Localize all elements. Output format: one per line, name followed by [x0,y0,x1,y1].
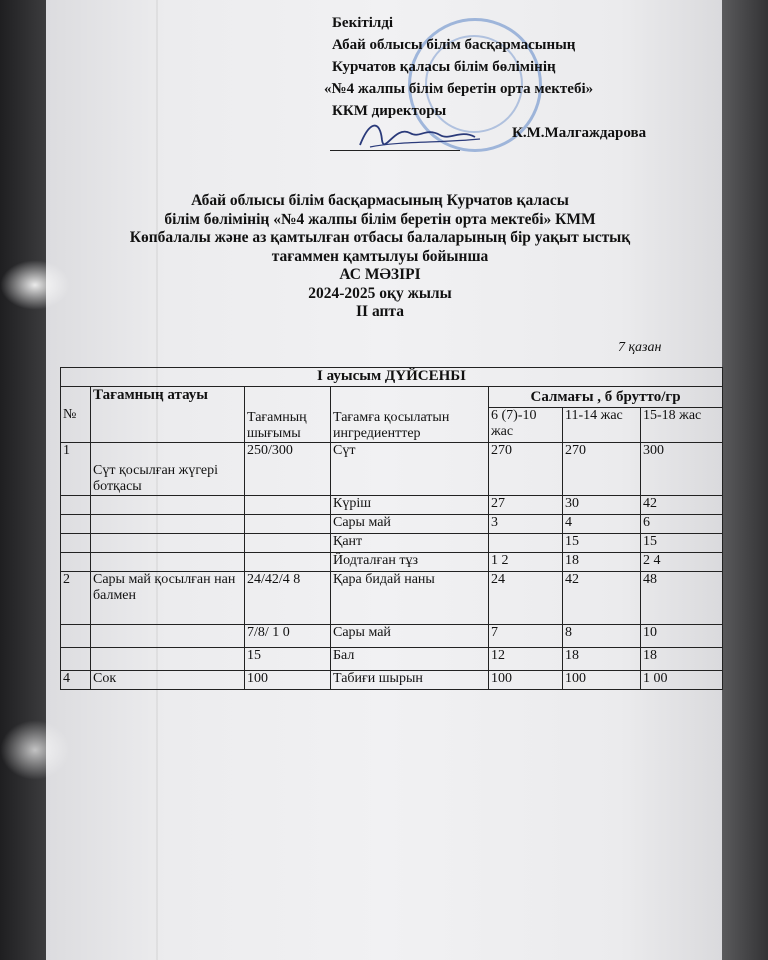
cell-value: 24 [489,572,563,625]
cell-dish: Сары май қосылған нан балмен [91,572,245,625]
cell-value: 42 [641,496,723,515]
cell-yield [245,496,331,515]
table-row [61,671,723,690]
cell-value: 4 [563,515,641,534]
cell-yield: 100 [245,671,331,690]
cell-yield [245,553,331,572]
cell-value: 100 [489,671,563,690]
cell-value: 27 [489,496,563,515]
approval-line: Бекітілді [332,15,394,31]
title-line: АС МӘЗІРІ [339,266,421,283]
cell-num [61,553,91,572]
background-right [722,0,768,960]
title-line: Көпбалалы және аз қамтылған отбасы балаларының бір уақыт ыстық [129,229,631,246]
title-line: 2024-2025 оқу жылы [308,284,452,302]
title-line: II апта [356,303,404,320]
cell-value: 48 [641,572,723,625]
cell-ingredient: Күріш [331,496,489,515]
menu-table [60,367,723,690]
cell-num [61,648,91,671]
cell-yield [245,515,331,534]
table-row [61,496,723,515]
header-yield: Тағамның шығымы [245,387,331,443]
header-ingredients: Тағамға қосылатын ингредиенттер [331,387,489,443]
title-line: тағаммен қамтылуы бойынша [271,247,489,265]
cell-dish [91,515,245,534]
cell-yield: 7/8/ 1 0 [245,625,331,648]
cell-num: 1 [61,443,91,496]
cell-ingredient: Йодталған тұз [331,553,489,572]
approval-line: «№4 жалпы білім беретін орта мектебі» [324,81,594,97]
cell-num [61,534,91,553]
cell-value: 10 [641,625,723,648]
cell-dish [91,496,245,515]
cell-dish [91,625,245,648]
header-weight: Салмағы , б брутто/гр [489,387,723,408]
shift-header: I ауысым ДҮЙСЕНБІ [61,368,723,387]
cell-value: 270 [563,443,641,496]
cell-ingredient: Сүт [331,443,489,496]
cell-value: 1 00 [641,671,723,690]
header-dish: Тағамның атауы [91,387,245,443]
cell-ingredient: Табиғи шырын [331,671,489,690]
cell-value [489,534,563,553]
cell-value: 300 [641,443,723,496]
cell-yield: 15 [245,648,331,671]
table-row [61,625,723,648]
cell-num [61,496,91,515]
approval-line: Курчатов қаласы білім бөлімінің [332,59,556,75]
cell-dish [91,534,245,553]
cell-value: 3 [489,515,563,534]
cell-value: 12 [489,648,563,671]
cell-value: 15 [641,534,723,553]
table-row [61,515,723,534]
cell-value: 8 [563,625,641,648]
cell-ingredient: Сары май [331,625,489,648]
cell-value: 18 [641,648,723,671]
cell-ingredient: Сары май [331,515,489,534]
handwritten-signature [350,115,490,160]
table-row [61,572,723,625]
cell-value: 18 [563,553,641,572]
cell-dish: Сок [91,671,245,690]
header-age2: 11-14 жас [563,408,641,443]
cell-value: 100 [563,671,641,690]
cell-num [61,625,91,648]
cell-value: 6 [641,515,723,534]
approval-line: Абай облысы білім басқармасының [332,37,576,53]
cell-value: 1 2 [489,553,563,572]
light-glare [0,720,70,780]
cell-num: 2 [61,572,91,625]
cell-value: 270 [489,443,563,496]
table-row [61,534,723,553]
header-age1: 6 (7)-10 жас [489,408,563,443]
cell-num [61,515,91,534]
cell-dish [91,648,245,671]
cell-num: 4 [61,671,91,690]
header-age3: 15-18 жас [641,408,723,443]
title-line: білім бөлімінің «№4 жалпы білім беретін орта мектебі» КММ [164,210,596,228]
table-row [61,648,723,671]
table-row [61,443,723,496]
menu-date: 7 қазан [618,340,662,355]
cell-value: 30 [563,496,641,515]
cell-ingredient: Қант [331,534,489,553]
light-glare [0,260,70,310]
background-left [0,0,46,960]
cell-ingredient: Бал [331,648,489,671]
cell-dish: Сүт қосылған жүгері ботқасы [91,443,245,496]
approval-line: ККМ директоры [332,103,447,119]
document-title [80,192,680,322]
cell-value: 7 [489,625,563,648]
cell-value: 42 [563,572,641,625]
cell-ingredient: Қара бидай наны [331,572,489,625]
cell-dish [91,553,245,572]
cell-yield: 24/42/4 8 [245,572,331,625]
header-num: № [61,387,91,443]
cell-value: 15 [563,534,641,553]
cell-yield [245,534,331,553]
table-row [61,553,723,572]
title-line: Абай облысы білім басқармасының Курчатов қаласы [191,192,569,209]
signatory-name: К.М.Малгаждарова [512,125,647,141]
cell-value: 18 [563,648,641,671]
cell-value: 2 4 [641,553,723,572]
cell-yield: 250/300 [245,443,331,496]
